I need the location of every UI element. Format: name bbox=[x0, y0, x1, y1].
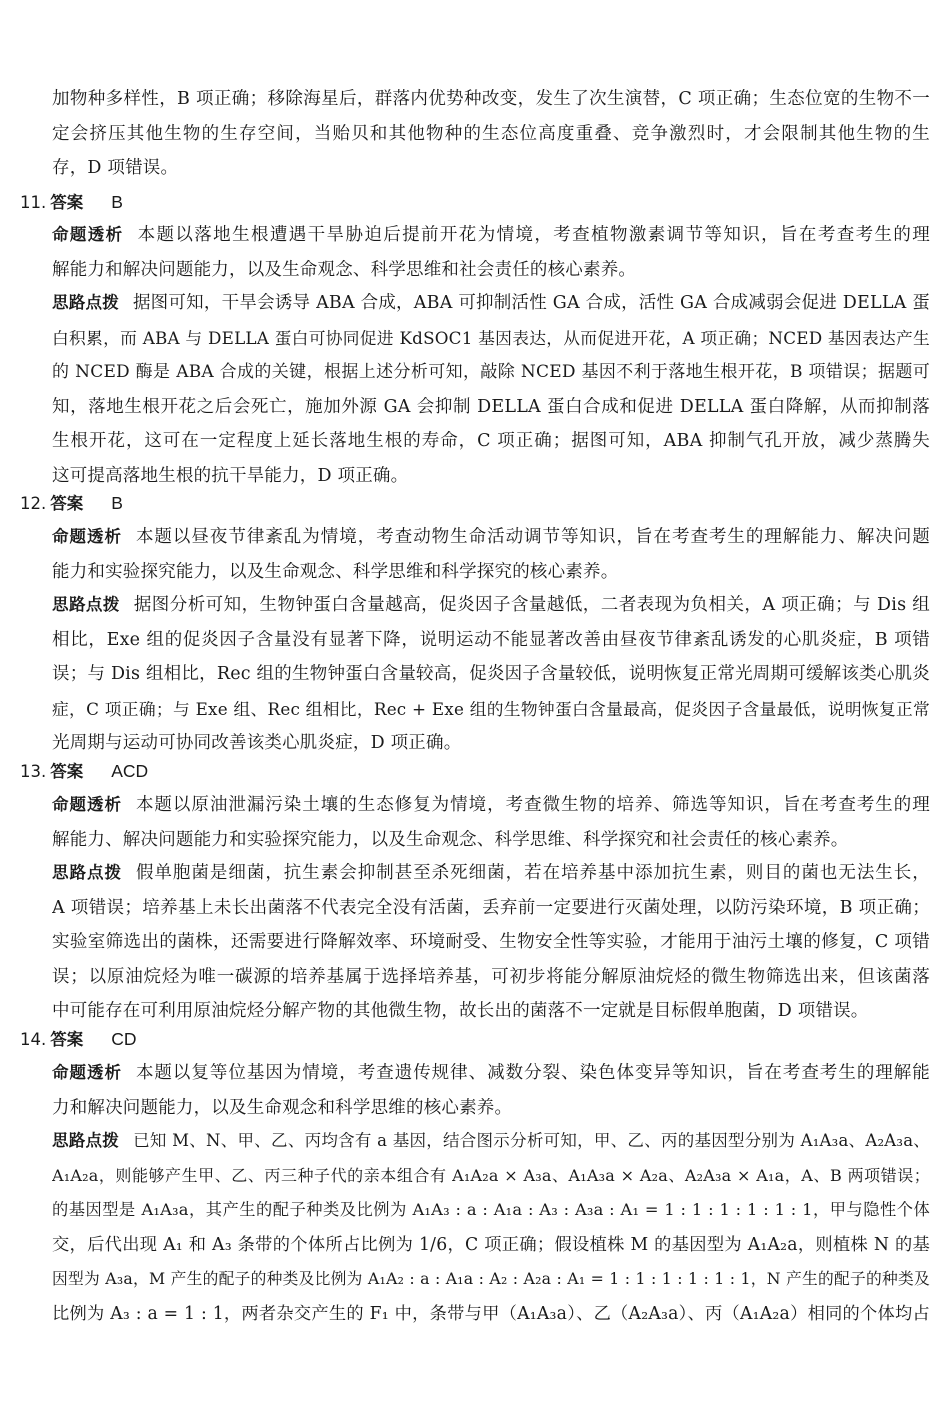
text-line: 思路点拨 据图可知，干旱会诱导 ABA 合成，ABA 可抑制活性 GA 合成，活性 GA 合成减弱会促进 DELLA 蛋 bbox=[52, 293, 930, 313]
question-12-hint bbox=[52, 588, 930, 761]
question-13-header bbox=[20, 754, 148, 790]
question-11-header bbox=[20, 185, 123, 221]
answer-label: 答案 bbox=[50, 762, 84, 781]
text-line: 命题透析 本题以原油泄漏污染土壤的生态修复为情境，考查微生物的培养、筛选等知识，旨在考查考生的理 bbox=[52, 795, 930, 815]
answer-label: 答案 bbox=[50, 193, 84, 212]
text-line: 思路点拨 据图分析可知，生物钟蛋白含量越高，促炎因子含量越低，二者表现为负相关，A 项正确；与 Dis 组 bbox=[52, 595, 930, 615]
text-line: 定会挤压其他生物的生存空间，当贻贝和其他物种的生态位高度重叠、竞争激烈时，才会限制其他生物的生 bbox=[52, 123, 930, 144]
text-line: 的 NCED 酶是 ABA 合成的关键，根据上述分析可知，敲除 NCED 基因不利于落地生根开花，B 项错误；据题可 bbox=[52, 362, 930, 382]
text-line: 的基因型是 A₁A₃a，其产生的配子种类及比例为 A₁A₃ : a : A₁a : A₃ : A₃a : A₁ = 1 : 1 : 1 : 1 : 1 : 1，甲与隐性个体 bbox=[52, 1200, 930, 1219]
text-line: A₁A₂a，则能够产生甲、乙、丙三种子代的亲本组合有 A₁A₂a × A₃a、A₁A₃a × A₂a、A₂A₃a × A₁a，A、B 两项错误； bbox=[52, 1165, 930, 1185]
text-line: A 项错误；培养基上未长出菌落不代表完全没有活菌，丢弃前一定要进行灭菌处理，以防污染环境，B 项正确； bbox=[52, 897, 930, 918]
text-line: 命题透析 本题以落地生根遭遇干旱胁迫后提前开花为情境，考查植物激素调节等知识，旨在考查考生的理 bbox=[52, 225, 930, 245]
text-line: 光周期与运动可协同改善该类心肌炎症，D 项正确。 bbox=[52, 733, 462, 753]
text-line: 知，落地生根开花之后会死亡，施加外源 GA 会抑制 DELLA 蛋白合成和促进 DELLA 蛋白降解，从而抑制落 bbox=[52, 396, 930, 417]
text-line: 能力和实验探究能力，以及生命观念、科学思维和科学探究的核心素养。 bbox=[52, 561, 619, 582]
question-number: 14. bbox=[20, 1030, 47, 1049]
hint-label: 思路点拨 bbox=[52, 1131, 120, 1150]
text-line: 这可提高落地生根的抗干旱能力，D 项正确。 bbox=[52, 465, 409, 486]
text-line: 误；与 Dis 组相比，Rec 组的生物钟蛋白含量较高，促炎因子含量较低，说明恢复正常光周期可缓解该类心肌炎 bbox=[52, 664, 930, 684]
answer-value: B bbox=[111, 192, 123, 212]
text-line: 力和解决问题能力，以及生命观念和科学思维的核心素养。 bbox=[52, 1097, 513, 1118]
text-line: 解能力和解决问题能力，以及生命观念、科学思维和社会责任的核心素养。 bbox=[52, 259, 637, 280]
question-12-header bbox=[20, 486, 123, 522]
text-line: 相比，Exe 组的促炎因子含量没有显著下降，说明运动不能显著改善由昼夜节律紊乱诱发的心肌炎症，B 项错 bbox=[52, 629, 930, 650]
hint-label: 思路点拨 bbox=[52, 293, 119, 312]
question-14-hint bbox=[52, 1124, 930, 1331]
text-line: 因型为 A₃a，M 产生的配子的种类及比例为 A₁A₂ : a : A₁a : A₂ : A₂a : A₁ = 1 : 1 : 1 : 1 : 1 : 1，N 产生的配子的种类及 bbox=[52, 1269, 930, 1288]
question-11-analysis bbox=[52, 218, 930, 287]
question-13-analysis bbox=[52, 788, 930, 857]
text-line: 思路点拨 假单胞菌是细菌，抗生素会抑制甚至杀死细菌，若在培养基中添加抗生素，则目的菌也无法生长， bbox=[52, 863, 930, 883]
text-line: 存，D 项错误。 bbox=[52, 158, 179, 178]
question-number: 12. bbox=[20, 494, 47, 513]
analysis-label: 命题透析 bbox=[52, 225, 124, 244]
analysis-label: 命题透析 bbox=[52, 795, 122, 814]
text-line: 生根开花，这可在一定程度上延长落地生根的寿命，C 项正确；据图可知，ABA 抑制气孔开放，减少蒸腾失 bbox=[52, 431, 930, 451]
question-14-analysis bbox=[52, 1056, 930, 1125]
text-line: 思路点拨 已知 M、N、甲、乙、丙均含有 a 基因，结合图示分析可知，甲、乙、丙的基因型分别为 A₁A₃a、A₂A₃a、 bbox=[52, 1131, 930, 1150]
text-line: 实验室筛选出的菌株，还需要进行降解效率、环境耐受、生物安全性等实验，才能用于油污土壤的修复，C 项错 bbox=[52, 932, 930, 952]
text-line: 命题透析 本题以昼夜节律紊乱为情境，考查动物生命活动调节等知识，旨在考查考生的理解能力、解决问题 bbox=[52, 527, 930, 547]
question-13-hint bbox=[52, 856, 930, 1029]
intro-paragraph bbox=[52, 82, 930, 186]
analysis-label: 命题透析 bbox=[52, 527, 122, 546]
question-11-hint bbox=[52, 286, 930, 493]
hint-label: 思路点拨 bbox=[52, 595, 120, 614]
question-12-analysis bbox=[52, 520, 930, 589]
hint-label: 思路点拨 bbox=[52, 863, 122, 882]
text-line: 误；以原油烷烃为唯一碳源的培养基属于选择培养基，可初步将能分解原油烷烃的微生物筛选出来，但该菌落 bbox=[52, 966, 930, 987]
answer-value: ACD bbox=[111, 761, 149, 781]
answer-value: B bbox=[111, 493, 123, 513]
question-14-header bbox=[20, 1022, 137, 1058]
text-line: 症，C 项正确；与 Exe 组、Rec 组相比，Rec + Exe 组的生物钟蛋白含量最高，促炎因子含量最低，说明恢复正常 bbox=[52, 698, 930, 719]
question-number: 11. bbox=[20, 193, 47, 212]
text-line: 解能力、解决问题能力和实验探究能力，以及生命观念、科学思维、科学探究和社会责任的核心素养。 bbox=[52, 829, 849, 850]
answer-label: 答案 bbox=[50, 1030, 84, 1049]
text-line: 白积累，而 ABA 与 DELLA 蛋白可协同促进 KdSOC1 基因表达，从而促进开花，A 项正确；NCED 基因表达产生 bbox=[52, 327, 930, 348]
analysis-label: 命题透析 bbox=[52, 1063, 122, 1082]
text-line: 交，后代出现 A₁ 和 A₃ 条带的个体所占比例为 1/6，C 项正确；假设植株 M 的基因型为 A₁A₂a，则植株 N 的基 bbox=[52, 1234, 930, 1255]
answer-value: CD bbox=[111, 1029, 137, 1049]
text-line: 加物种多样性，B 项正确；移除海星后，群落内优势种改变，发生了次生演替，C 项正确；生态位宽的生物不一 bbox=[52, 89, 930, 109]
text-line: 比例为 A₃ : a = 1 : 1，两者杂交产生的 F₁ 中，条带与甲（A₁A₃a）、乙（A₂A₃a）、丙（A₁A₂a）相同的个体均占 bbox=[52, 1303, 930, 1324]
text-line: 中可能存在可利用原油烷烃分解产物的其他微生物，故长出的菌落不一定就是目标假单胞菌，D 项错误。 bbox=[52, 1001, 869, 1021]
text-line: 命题透析 本题以复等位基因为情境，考查遗传规律、减数分裂、染色体变异等知识，旨在考查考生的理解能 bbox=[52, 1063, 930, 1083]
answer-label: 答案 bbox=[50, 494, 84, 513]
question-number: 13. bbox=[20, 762, 47, 781]
